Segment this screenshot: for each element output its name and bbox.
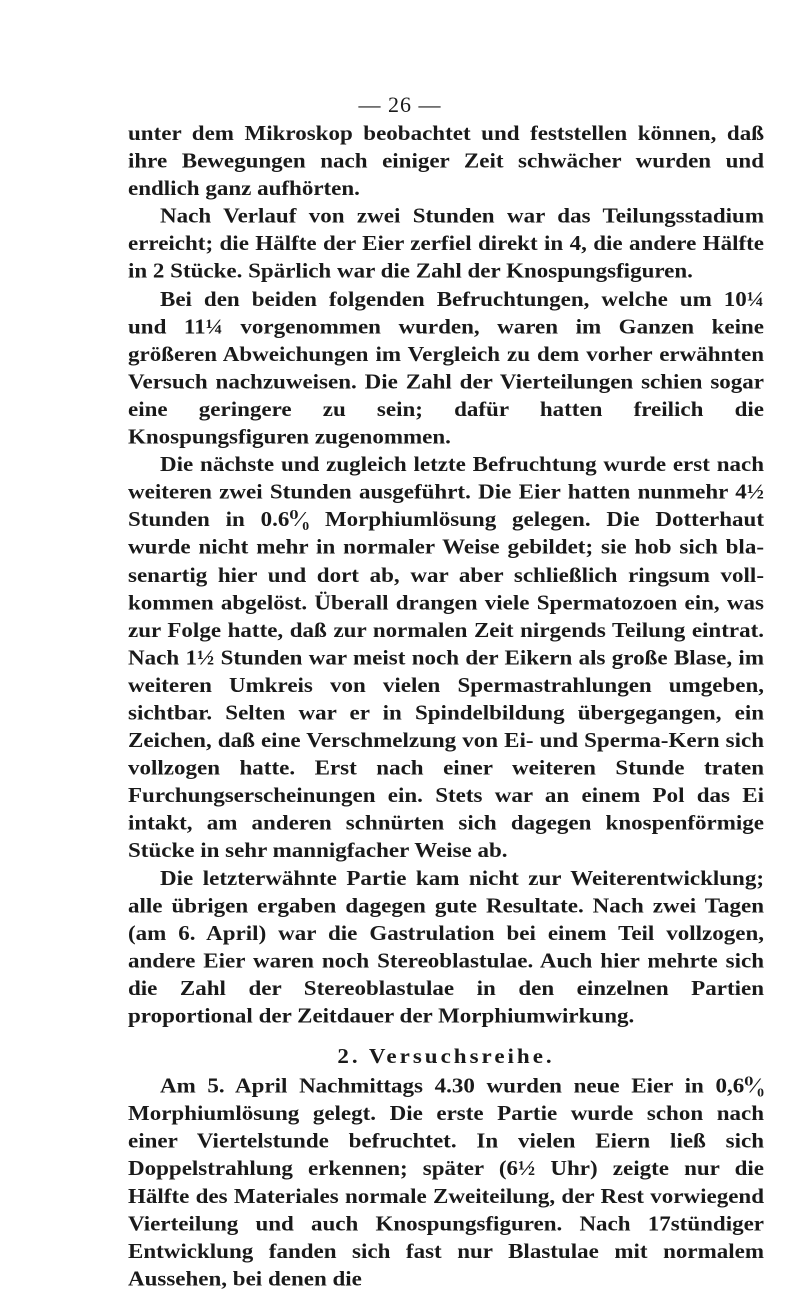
paragraph: Bei den beiden folgenden Befruchtungen, welche um 10¼ und 11¼ vorgenommen wurden, waren im Ganzen keine größeren Abweichungen im Vergleich zu dem vorher erwähnten Versuch nachzuweisen. Die Zahl der Vierteilungen schien sogar eine geringere zu sein; dafür hatten freilich die Knospungsfiguren zugenommen. — [128, 287, 764, 449]
paragraph: unter dem Mikroskop beobachtet und feststellen können, daß ihre Bewegungen nach einiger Zeit schwächer wurden und endlich ganz aufhörten. — [128, 121, 764, 200]
section-heading: 2. Versuchsreihe. — [337, 1044, 555, 1068]
paragraph: Nach Verlauf von zwei Stunden war das Teilungsstadium erreicht; die Hälfte der Eier zerfiel direkt in 4, die andere Hälfte in 2 Stücke. Spärlich war die Zahl der Knospungsfiguren. — [128, 204, 764, 283]
paragraph: Am 5. April Nachmittags 4.30 wurden neue Eier in 0,6⁰⁄₀ Morphiumlösung gelegt. Die erste Partie wurde schon nach einer Viertelstunde befruchtet. In vielen Eiern ließ sich Doppelstrahlung erkennen; später (6½ Uhr) zeigte nur die Hälfte des Materiales normale Zweiteilung, der Rest vorwiegend Vierteilung und auch Knospungsfiguren. Nach 17stündiger Entwicklung fanden sich fast nur Blastulae mit normalem Aussehen, bei denen die — [128, 1074, 764, 1291]
text-body — [128, 120, 764, 1293]
paragraph: Die nächste und zugleich letzte Befruchtung wurde erst nach weiteren zwei Stunden ausgeführt. Die Eier hatten nunmehr 4½ Stunden in 0.6⁰⁄₀ Morphiumlösung gelegen. Die Dotterhaut wurde nicht mehr in normaler Weise gebildet; sie hob sich blasenartig hier und dort ab, war aber schließlich ringsum vollkommen abgelöst. Überall drangen viele Spermatozoen ein, was zur Folge hatte, daß zur normalen Zeit nirgends Teilung eintrat. Nach 1½ Stunden war meist noch der Eikern als große Blase, im weiteren Umkreis von vielen Spermastrahlungen umgeben, sichtbar. Selten war er in Spindelbildung übergegangen, ein Zeichen, daß eine Verschmelzung von Ei- und Sperma-Kern sich vollzogen hatte. Erst nach einer weiteren Stunde traten Furchungserscheinungen ein. Stets war an einem Pol das Ei intakt, am anderen schnürten sich dagegen knospenförmige Stücke in sehr mannigfacher Weise ab. — [128, 452, 764, 862]
paragraph: Die letzterwähnte Partie kam nicht zur Weiterentwicklung; alle übrigen ergaben dagegen gute Resultate. Nach zwei Tagen (am 6. April) war die Gastrulation bei einem Teil vollzogen, andere Eier waren noch Stereoblastulae. Auch hier mehrte sich die Zahl der Stereoblastulae in den einzelnen Partien proportional der Zeitdauer der Morphiumwirkung. — [128, 866, 764, 1028]
page-number: — 26 — — [358, 92, 442, 117]
